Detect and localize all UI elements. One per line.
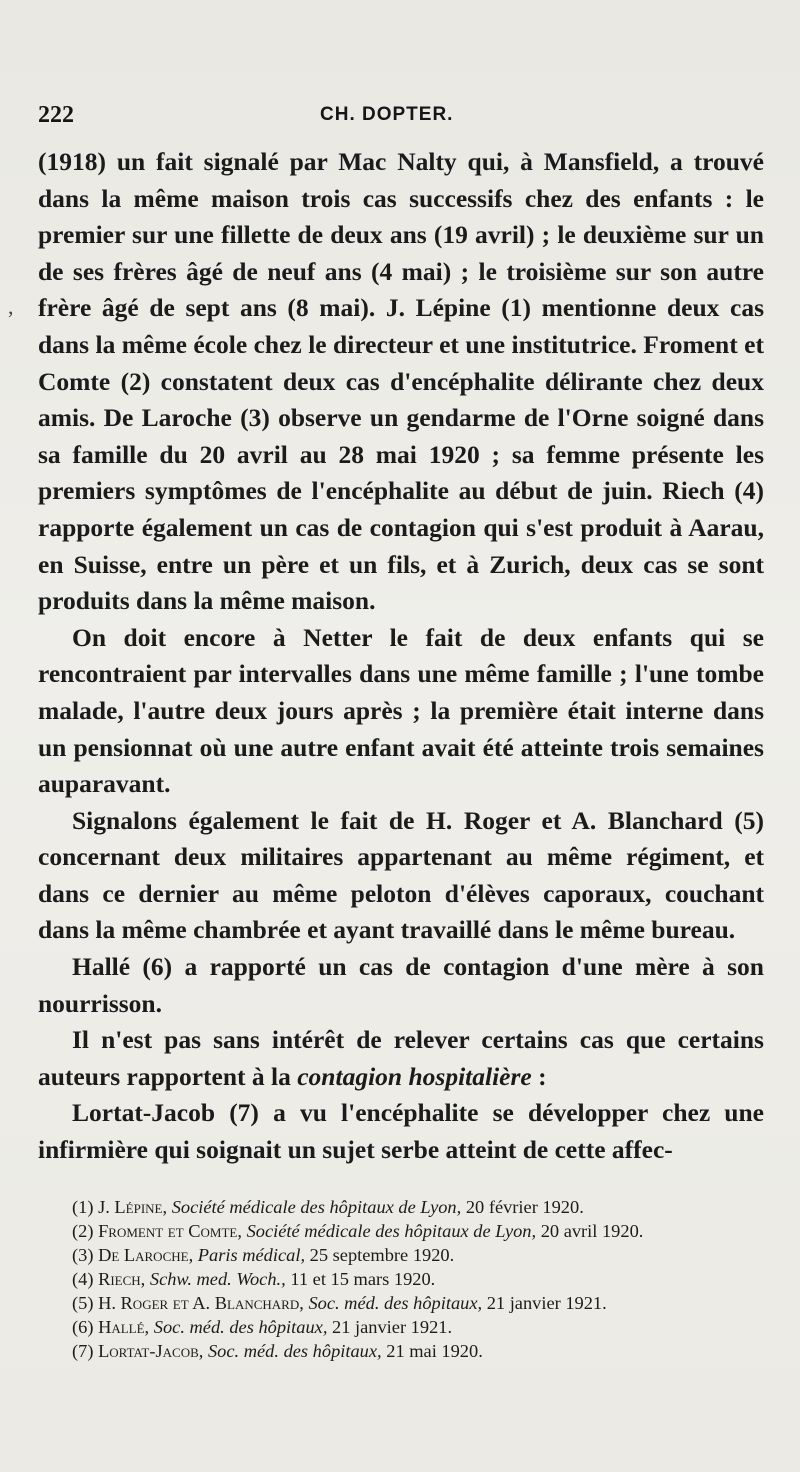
footnote [72,1339,764,1363]
footnote-author: Riech, [98,1268,146,1289]
footnote-date: 21 janvier 1921. [332,1316,453,1337]
footnote [72,1291,764,1315]
footnote-number: (6) [72,1316,94,1337]
body-paragraph [38,949,764,1022]
body-paragraph [38,144,764,620]
footnote-source: Soc. méd. des hôpitaux, [153,1316,328,1337]
page-header [38,102,764,136]
footnote-author: J. Lépine, [98,1196,168,1217]
footnote-date: 21 mai 1920. [386,1340,483,1361]
footnote-source: Paris médical, [197,1244,306,1265]
footnote-number: (5) [72,1292,94,1313]
footnote-source: Soc. méd. des hôpitaux, [207,1340,382,1361]
footnote-number: (1) [72,1196,94,1217]
body-paragraph [38,1095,764,1168]
body-paragraph [38,620,764,803]
footnote [72,1315,764,1339]
body-text [38,144,764,1169]
page-number: 222 [38,102,74,128]
body-paragraph [38,1022,764,1095]
italic-phrase: contagion hospitalière [297,1061,532,1091]
footnote-date: 20 février 1920. [465,1196,584,1217]
footnote-author: H. Roger et A. Blanchard, [98,1292,304,1313]
footnote-number: (4) [72,1268,94,1289]
footnote-date: 25 septembre 1920. [309,1244,455,1265]
footnote-number: (7) [72,1340,94,1361]
text-run: : [531,1061,547,1091]
footnote-date: 20 avril 1920. [540,1220,644,1241]
footnotes [38,1195,764,1363]
footnote-author: Lortat-Jacob, [98,1340,204,1361]
footnote-author: Hallé, [98,1316,150,1337]
text-run: Hallé (6) a rapporté un cas de contagion d'une mère à son nourrisson. [38,952,764,1018]
text-run: On doit encore à Netter le fait de deux enfants qui se rencontraient par intervalles dans une même famille ; l'une tombe malade, l'autre deux jours après ; la première était interne dans un pensionnat où une autre enfant avait été atteinte trois semaines auparavant. [38,622,764,799]
running-head: CH. DOPTER. [320,104,454,125]
footnote-author: De Laroche, [98,1244,194,1265]
text-run: Lortat-Jacob (7) a vu l'encéphalite se développer chez une infirmière qui soignait un sujet serbe atteint de cette affec- [38,1098,764,1165]
footnote [72,1195,764,1219]
text-run: Il n'est pas sans intérêt de relever certains cas que certains auteurs rapportent à la [38,1025,764,1091]
footnote [72,1267,764,1291]
text-run: Signalons également le fait de H. Roger et A. Blanchard (5) concernant deux militaires appartenant au même régiment, et dans ce dernier au même peloton d'élèves caporaux, couchant dans la même chambrée et ayant travaillé dans le même bureau. [38,805,764,945]
footnote-source: Société médicale des hôpitaux de Lyon, [171,1196,462,1217]
footnote-date: 11 et 15 mars 1920. [290,1268,436,1289]
text-run: (1918) un fait signalé par Mac Nalty qui, à Mansfield, a trouvé dans la même maison trois cas successifs chez des enfants : le premier sur une fillette de deux ans (19 avril) ; le deuxième sur un de ses frères âgé de neuf ans (4 mai) ; le troisième sur son autre frère âgé de sept ans (8 mai). J. Lépine (1) mentionne deux cas dans la même école chez le directeur et une institutrice. Froment et Comte (2) constatent deux cas d'encéphalite délirante chez deux amis. De Laroche (3) observe un gendarme de l'Orne soigné dans sa famille du 20 avril au 28 mai 1920 ; sa femme présente les premiers symptômes de l'encéphalite au début de juin. Riech (4) rapporte également un cas de contagion qui s'est produit à Aarau, en Suisse, entre un père et un fils, et à Zurich, deux cas se sont produits dans la même maison. [38,147,764,616]
footnote-source: Soc. méd. des hôpitaux, [308,1292,483,1313]
footnote-source: Schw. med. Woch., [149,1268,286,1289]
body-paragraph [38,803,764,949]
footnote-number: (3) [72,1244,94,1265]
footnote-number: (2) [72,1220,94,1241]
footnote [72,1243,764,1267]
footnote-source: Société médicale des hôpitaux de Lyon, [246,1220,537,1241]
footnote [72,1219,764,1243]
footnote-author: Froment et Comte, [98,1220,242,1241]
footnote-date: 21 janvier 1921. [486,1292,607,1313]
margin-tick: , [8,294,14,319]
